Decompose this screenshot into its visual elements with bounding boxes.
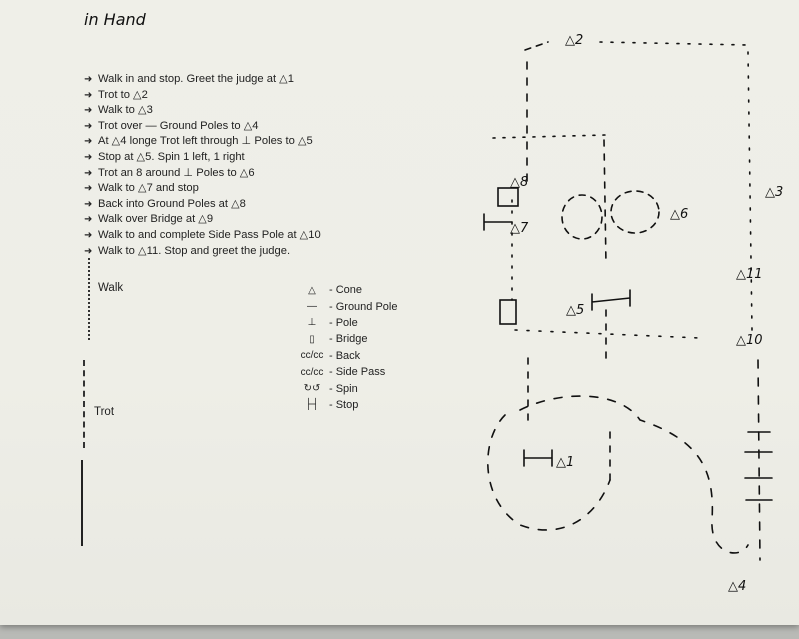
- arrow-icon: ➜: [84, 167, 93, 179]
- arrow-icon: ➜: [84, 214, 93, 226]
- trot-label: Trot: [94, 406, 115, 418]
- cone-6-label: △6: [670, 207, 689, 222]
- list-item: ➜ Trot to △2: [84, 88, 321, 104]
- list-item: ➜ Trot over — Ground Poles to △4: [84, 119, 321, 135]
- arrow-icon: ➜: [84, 89, 93, 101]
- arrow-icon: ➜: [84, 74, 93, 85]
- spin-icon: ↻↺: [303, 383, 321, 395]
- course-path: [611, 191, 659, 233]
- pole-icon: ⊥: [307, 317, 317, 329]
- course-path: [515, 330, 700, 338]
- legend-row-spin: ↻↺ - Spin: [297, 380, 397, 396]
- list-item: ➜ At △4 longe Trot left through ⊥ Poles to △5: [84, 134, 321, 150]
- arrow-icon: ➜: [84, 183, 93, 195]
- course-path: [748, 52, 752, 330]
- course-path: [600, 42, 748, 45]
- bridge-icon: [500, 300, 516, 324]
- course-path: [758, 360, 760, 560]
- list-item: ➜ Walk over Bridge at △9: [84, 212, 321, 228]
- ground-pole-icon: —: [307, 301, 317, 313]
- stop-icon: [524, 450, 552, 466]
- legend-row-side-pass: cc/cc - Side Pass: [297, 364, 397, 380]
- cone-1-label: △1: [556, 455, 575, 470]
- bridge-icon: [498, 188, 518, 206]
- cone-5-label: △5: [566, 303, 585, 318]
- course-path: [493, 135, 605, 138]
- list-item: ➜ Back into Ground Poles at △8: [84, 197, 321, 213]
- arrow-icon: ➜: [84, 105, 93, 117]
- arrow-icon: ➜: [84, 198, 93, 210]
- side-pass-icon: cc/cc: [300, 366, 324, 378]
- cone-2-label: △2: [565, 33, 584, 48]
- course-path: [520, 396, 748, 553]
- cone-11-label: △11: [736, 267, 763, 282]
- cone-8-label: △8: [510, 175, 529, 190]
- bridge-icon: ▯: [309, 333, 315, 345]
- arrow-icon: ➜: [84, 151, 93, 163]
- arrow-icon: ➜: [84, 229, 93, 241]
- legend-row-bridge: ▯ - Bridge: [297, 331, 397, 347]
- list-item: ➜ Walk to and complete Side Pass Pole at △10: [84, 228, 321, 244]
- legend-row-ground-pole: — - Ground Pole: [297, 298, 397, 314]
- list-item: ➜ Trot an 8 around ⊥ Poles to △6: [84, 166, 321, 182]
- course-path: [592, 290, 630, 310]
- arrow-icon: ➜: [84, 120, 93, 132]
- arrow-icon: ➜: [84, 136, 93, 148]
- course-path: [525, 42, 548, 50]
- course-path: [562, 195, 602, 239]
- cone-4-label: △4: [728, 579, 747, 594]
- list-item: ➜ Walk to △11. Stop and greet the judge.: [84, 244, 321, 260]
- list-item: ➜ Walk to △3: [84, 103, 321, 119]
- arrow-icon: ➜: [84, 245, 93, 257]
- legend-row-pole: ⊥ - Pole: [297, 315, 397, 331]
- cone-3-label: △3: [765, 185, 784, 200]
- course-path: [488, 415, 610, 530]
- walk-label: Walk: [98, 282, 124, 294]
- legend-row-cone: △ - Cone: [297, 282, 397, 298]
- course-path: [604, 140, 606, 265]
- stop-icon: ├┤: [304, 399, 320, 411]
- legend-row-back: cc/cc - Back: [297, 348, 397, 364]
- list-item: ➜ Walk in and stop. Greet the judge at △1: [84, 72, 321, 88]
- back-icon: cc/cc: [300, 350, 324, 362]
- list-item: ➜ Stop at △5. Spin 1 left, 1 right: [84, 150, 321, 166]
- list-item: ➜ Walk to △7 and stop: [84, 181, 321, 197]
- cone-7-label: △7: [510, 221, 529, 236]
- stop-icon: [484, 214, 512, 230]
- cone-10-label: △10: [736, 333, 763, 348]
- legend-row-stop: ├┤ - Stop: [297, 397, 397, 413]
- course-cone-labels: [510, 33, 783, 594]
- cone-icon: △: [308, 284, 316, 296]
- page-title: in Hand: [84, 10, 146, 29]
